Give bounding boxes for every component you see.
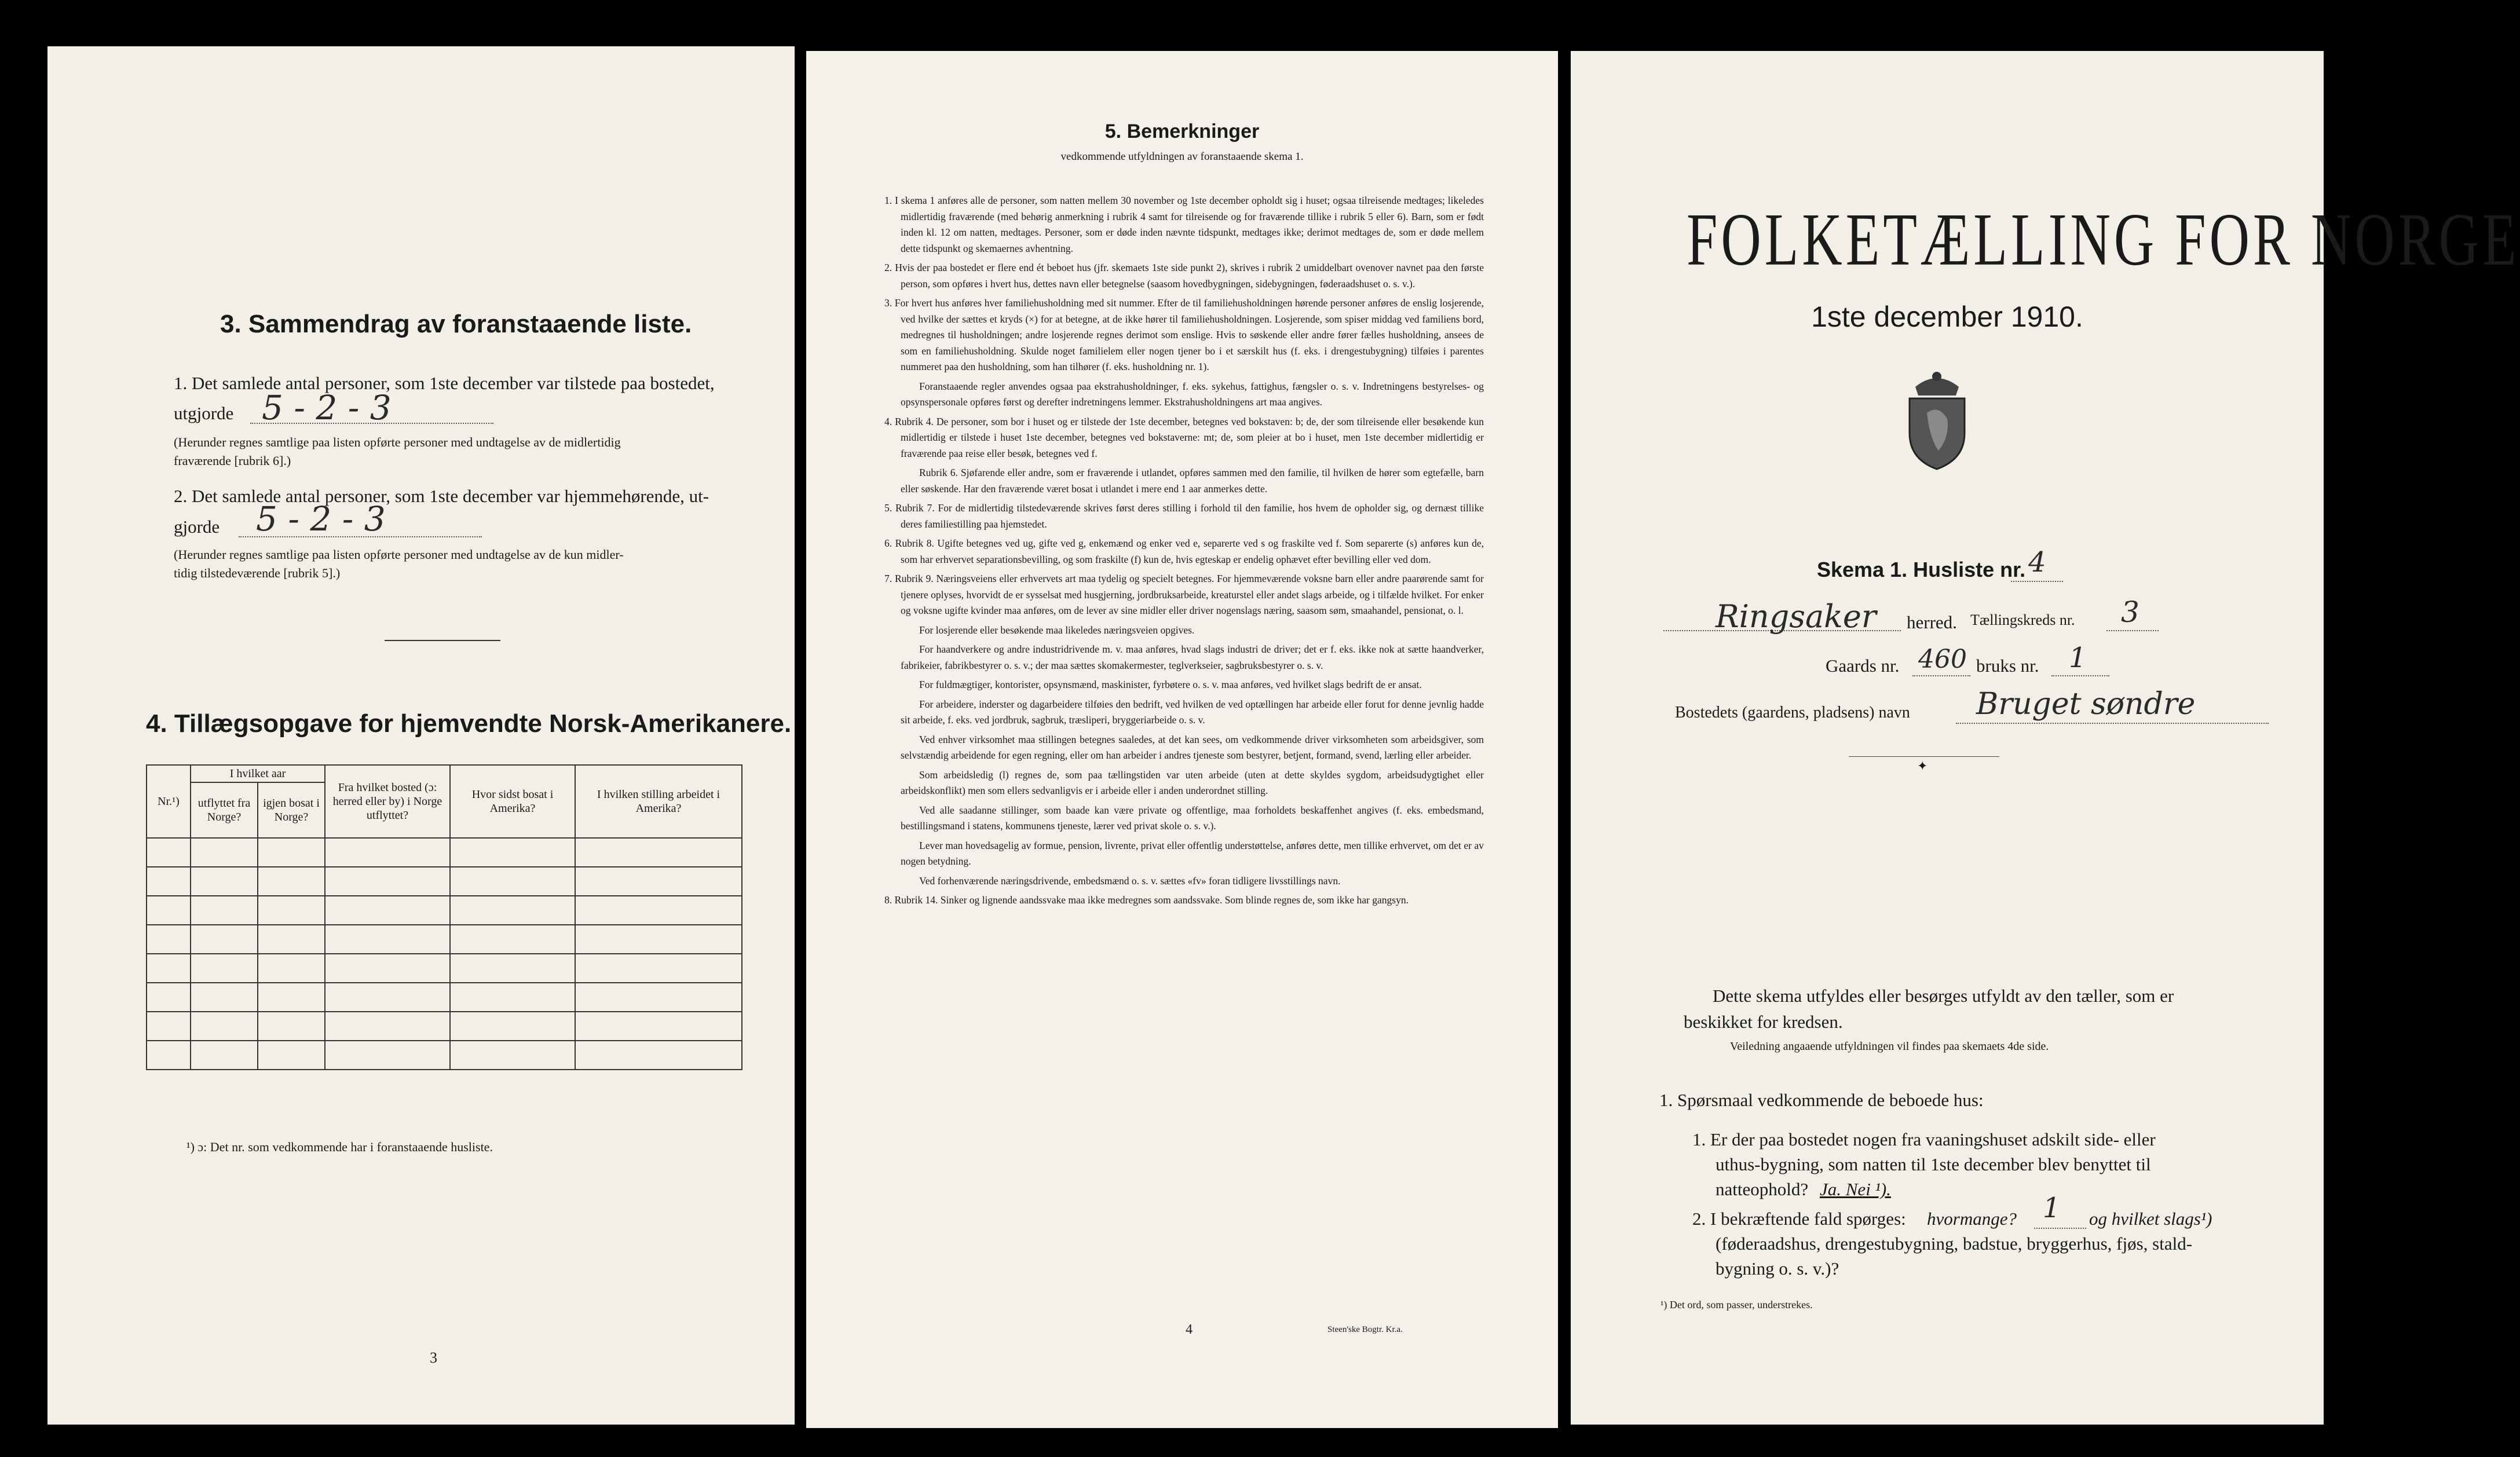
guidance-note: Veiledning angaaende utfyldningen vil findes paa skemaets 4de side. xyxy=(1730,1040,2049,1053)
q1-title: 1. Spørsmaal vedkommende de beboede hus: xyxy=(1659,1090,1984,1110)
herred-value: Ringsaker xyxy=(1716,598,1877,635)
q1-2-slags: og hvilket slags¹) xyxy=(2089,1209,2212,1229)
gaards-value: 460 xyxy=(1918,645,1967,674)
q1-2-value: 1 xyxy=(2043,1192,2061,1224)
page-number: 4 xyxy=(1186,1322,1193,1337)
remark-item: Ved forhenværende næringsdrivende, embedsmænd o. s. v. sættes «fv» foran tidligere livsstillings navn. xyxy=(919,874,1341,887)
col-utflyttet: utflyttet fra Norge? xyxy=(191,782,258,838)
husliste-nr-value: 4 xyxy=(2028,546,2046,579)
separator-rule xyxy=(385,640,500,641)
remark-item: Ved enhver virksomhet maa stillingen betegnes saaledes, at det kan sees, om vedkommende driver virksomheten som arbeidsgiver, som selvstændig arbeidende for egen regning, eller om han arbeider i andres tjeneste som bestyrer, betjent, formand, svend, lærling eller arbeider. xyxy=(901,733,1484,761)
husliste-dotted xyxy=(2011,581,2063,582)
remark-item: For arbeidere, inderster og dagarbeidere tilføies den bedrift, ved hvilken de ved optællingen har arbeide eller forut for denne jevnlig hadde sit arbeide, f. eks. ved jordbruk, sagbruk, træsliperi, bryggeriarbeide o. s. v. xyxy=(901,698,1484,726)
middle-page xyxy=(806,51,1558,1428)
remark-item: Rubrik 6. Sjøfarende eller andre, som er fraværende i utlandet, opføres sammen med den familie, til hvilken de hører som egtefælle, barn eller søskende. Har den fraværende været bosat i utlandet i mere end 1 aar anmerkes dette. xyxy=(901,467,1484,495)
col-stilling: I hvilken stilling arbeidet i Amerika? xyxy=(575,765,742,838)
section3-title: 3. Sammendrag av foranstaaende liste. xyxy=(220,310,692,338)
right-footnote: ¹) Det ord, som passer, understrekes. xyxy=(1661,1299,1813,1310)
item2-note-a: (Herunder regnes samtlige paa listen opførte personer med undtagelse av de kun midler- xyxy=(174,547,624,562)
page-number: 3 xyxy=(430,1349,437,1366)
remarks-subtitle: vedkommende utfyldningen av foranstaaende skema 1. xyxy=(1060,151,1304,163)
item2-value: 5 - 2 - 3 xyxy=(256,499,386,539)
item2-note-b: tidig tilstedeværende [rubrik 5].) xyxy=(174,566,341,580)
remark-item: 5. Rubrik 7. For de midlertidig tilstedeværende skrives først deres stilling i forhold til den familie, hos hvem de opholder sig, og dernæst tillike deres familiestilling paa hjemstedet. xyxy=(884,502,1484,530)
table-row xyxy=(147,925,742,954)
instruction-line-1: Dette skema utfyldes eller besørges utfyldt av den tæller, som er xyxy=(1713,986,2174,1006)
remark-item: 7. Rubrik 9. Næringsveiens eller erhvervets art maa tydelig og specielt betegnes. For hjemmeværende voksne barn eller andre paarørende samt for tjenere oplyses, hvorvidt de er sysselsat med husgjerning, jordbruksarbeide, kreaturstel eller andet slags arbeide, og i tilfælde hvilket. For enker og voksne ugifte kvinder maa anføres, om de lever av sine midler eller driver nogenslags næring, saasom søm, smaahandel, pensionat, o. l. xyxy=(884,573,1484,616)
bruks-label: bruks nr. xyxy=(1976,656,2039,676)
bruks-dotted xyxy=(2051,675,2109,676)
q1-1-line-b: uthus-bygning, som natten til 1ste december blev benyttet til xyxy=(1716,1154,2151,1174)
gaards-label: Gaards nr. xyxy=(1826,656,1900,676)
col-igjen-bosat: igjen bosat i Norge? xyxy=(258,782,325,838)
right-page xyxy=(1571,51,2520,1425)
table-row xyxy=(147,1012,742,1041)
bruks-value: 1 xyxy=(2069,642,2087,674)
remark-item: For losjerende eller besøkende maa likeledes næringsveien opgives. xyxy=(919,624,1195,636)
col-bosted: Fra hvilket bosted (ɔ: herred eller by) i Norge utflyttet? xyxy=(325,765,450,838)
q1-2-hvormange: hvormange? xyxy=(1927,1209,2017,1229)
printer-imprint: Steen'ske Bogtr. Kr.a. xyxy=(1327,1325,1403,1334)
q1-2-line-b: (føderaadshus, drengestubygning, badstue, bryggerhus, fjøs, stald- xyxy=(1716,1233,2193,1254)
left-page xyxy=(47,46,795,1425)
remarks-list xyxy=(884,193,1484,912)
col-nr: Nr.¹) xyxy=(147,765,191,838)
table-row xyxy=(147,896,742,925)
remark-item: For haandverkere og andre industridrivende m. v. maa anføres, hvad slags industri de driver; det er f. eks. ikke nok at sætte haandverker, fabrikeier, fabrikbestyrer o. s. v.; der maa sættes skomakermester, teglverkseier, sagbruksbestyrer o. s. v. xyxy=(901,643,1484,671)
gaards-dotted xyxy=(1912,675,1970,676)
remark-item: Ved alle saadanne stillinger, som baade kan være private og offentlige, maa forholdets beskaffenhet angives (f. eks. embedsmand, bestillingsmand i statens, kommunens tjeneste, lærer ved privat skole o. s. v.). xyxy=(901,804,1484,832)
q1-1-line-c: natteophold? xyxy=(1716,1179,1809,1199)
item1-note-a: (Herunder regnes samtlige paa listen opførte personer med undtagelse av de midlertidig xyxy=(174,435,621,449)
remark-item: For fuldmægtiger, kontorister, opsynsmænd, maskinister, fyrbøtere o. s. v. maa anføres, ved hvilket slags bedrift de er ansat. xyxy=(919,679,1422,690)
item1-label: utgjorde xyxy=(174,403,234,423)
table-row xyxy=(147,954,742,983)
instruction-line-2: beskikket for kredsen. xyxy=(1684,1012,1843,1032)
item1-text: 1. Det samlede antal personer, som 1ste december var tilstede paa bostedet, xyxy=(174,373,715,393)
item1-value: 5 - 2 - 3 xyxy=(262,388,392,427)
q1-2-line-c: bygning o. s. v.)? xyxy=(1716,1258,1839,1279)
remark-item: Som arbeidsledig (l) regnes de, som paa tællingstiden var uten arbeide (uten at dette skyldes sygdom, arbeidsudygtighet eller arbeidskonflikt) men som ellers sedvanligvis er i arbeide eller i anden underordnet stilling. xyxy=(901,768,1484,796)
col-group-year: I hvilket aar xyxy=(191,765,325,782)
bosted-dotted xyxy=(1956,723,2269,724)
census-date: 1ste december 1910. xyxy=(1811,301,2083,333)
item2-text: 2. Det samlede antal personer, som 1ste december var hjemmehørende, ut- xyxy=(174,486,709,506)
kreds-value: 3 xyxy=(2121,595,2139,629)
q1-1-line-a: 1. Er der paa bostedet nogen fra vaaningshuset adskilt side- eller xyxy=(1692,1129,2156,1150)
table-footnote: ¹) ɔ: Det nr. som vedkommende har i foranstaaende husliste. xyxy=(186,1140,493,1154)
ornament-rule xyxy=(1849,756,1999,757)
kreds-label: Tællingskreds nr. xyxy=(1970,612,2075,628)
bosted-value: Bruget søndre xyxy=(1976,687,2196,722)
herred-label: herred. xyxy=(1907,612,1957,632)
norway-coat-of-arms-icon xyxy=(1898,364,1976,474)
section4-title: 4. Tillægsopgave for hjemvendte Norsk-Amerikanere. xyxy=(146,709,792,738)
q1-2-line-a: 2. I bekræftende fald spørges: xyxy=(1692,1209,1906,1229)
skema-label: Skema 1. Husliste nr. xyxy=(1817,558,2026,581)
item1-note-b: fraværende [rubrik 6].) xyxy=(174,453,291,468)
remark-item: 6. Rubrik 8. Ugifte betegnes ved ug, gifte ved g, enkemænd og enker ved e, separerte ved s og fraskilte ved f. Som separerte (s) anføres kun de, som har erhvervet separationsbevilling, og som fraskilte (f) kun de, hvis egteskap er endelig ophævet efter bevilling eller ved dom. xyxy=(884,537,1484,565)
table-row xyxy=(147,838,742,867)
remark-item: 4. Rubrik 4. De personer, som bor i huset og er tilstede der 1ste december, betegnes ved bokstaven: b; de, der som tilreisende eller besøkende kun midlertidig er tilstede i huset 1ste december, betegnes ved bokstaverne: mt; de, som pleier at bo i huset, men 1ste december midlertidig er fraværende paa reise eller besøk, betegnes ved f. xyxy=(884,415,1484,459)
table-row xyxy=(147,1041,742,1070)
ornament-icon: ✦ xyxy=(1917,759,1928,773)
remark-item: 3. For hvert hus anføres hver familiehusholdning med sit nummer. Efter de til familiehusholdningen hørende personer anføres de enslig losjerende, ved hvilke der sættes et kryds (×) for at betegne, at de ikke hører til familiehusholdningen. Losjerende, som spiser middag ved familiens bord, medregnes til husholdningen; andre losjerende regnes derimot som enslige. Hvis to søskende eller andre fører fælles husholdning, ansees de som en familiehusholdning. Skulde noget familielem eller nogen tjener bo i et særskilt hus (f. eks. i drengestubygning) tilføies i parentes nummeret paa den husholdning, som han tilhører (f. eks. husholdning nr. 1). xyxy=(884,297,1484,372)
table-row xyxy=(147,983,742,1012)
remark-item: 2. Hvis der paa bostedet er flere end ét beboet hus (jfr. skemaets 1ste side punkt 2), skrives i rubrik 2 umiddelbart ovenover navnet paa den første person, som opføres i hvert hus, dettes navn eller betegnelse (saasom hovedbygningen, sidebygningen, føderaadshuset o. s. v.). xyxy=(884,262,1484,290)
q1-1-answer: Ja. Nei ¹). xyxy=(1820,1179,1891,1199)
item2-label: gjorde xyxy=(174,517,220,537)
bosted-label: Bostedets (gaardens, pladsens) navn xyxy=(1675,704,1910,722)
norsk-amerikanere-table xyxy=(146,764,743,1070)
remark-item: 1. I skema 1 anføres alle de personer, som natten mellem 30 november og 1ste december opholdt sig i huset; ogsaa tilreisende medtages; likeledes midlertidig fraværende (med behørig anmerkning i rubrik 4 samt for tilreisende og for fraværende tillike i rubrik 5 eller 6). Barn, som er født inden kl. 12 om natten, medtages. Personer, som er døde inden nævnte tidspunkt, medtages ikke; derimot medtages de, som er døde mellem dette tidspunkt og skemaernes avhentning. xyxy=(884,195,1484,254)
q1-2-dotted xyxy=(2034,1228,2086,1229)
census-title: FOLKETÆLLING FOR NORGE xyxy=(1687,197,2520,281)
remark-item: 8. Rubrik 14. Sinker og lignende aandssvake maa ikke medregnes som aandssvake. Som blinde regnes de, som ikke har gangsyn. xyxy=(884,894,1409,906)
table-row xyxy=(147,867,742,896)
col-amerika-bosat: Hvor sidst bosat i Amerika? xyxy=(450,765,575,838)
kreds-dotted xyxy=(2106,630,2159,631)
remarks-title: 5. Bemerkninger xyxy=(1104,120,1260,142)
remark-item: Foranstaaende regler anvendes ogsaa paa ekstrahusholdninger, f. eks. sykehus, fattighus, fængsler o. s. v. Indretningens bestyrelses- og opsynspersonale opføres først og derefter indretningens lemmer. Ekstrahusholdningens art maa angives. xyxy=(901,380,1484,408)
remark-item: Lever man hovedsagelig av formue, pension, livrente, privat eller offentlig understøttelse, anføres dette, men tillike erhvervet, om det er av nogen betydning. xyxy=(901,839,1484,867)
